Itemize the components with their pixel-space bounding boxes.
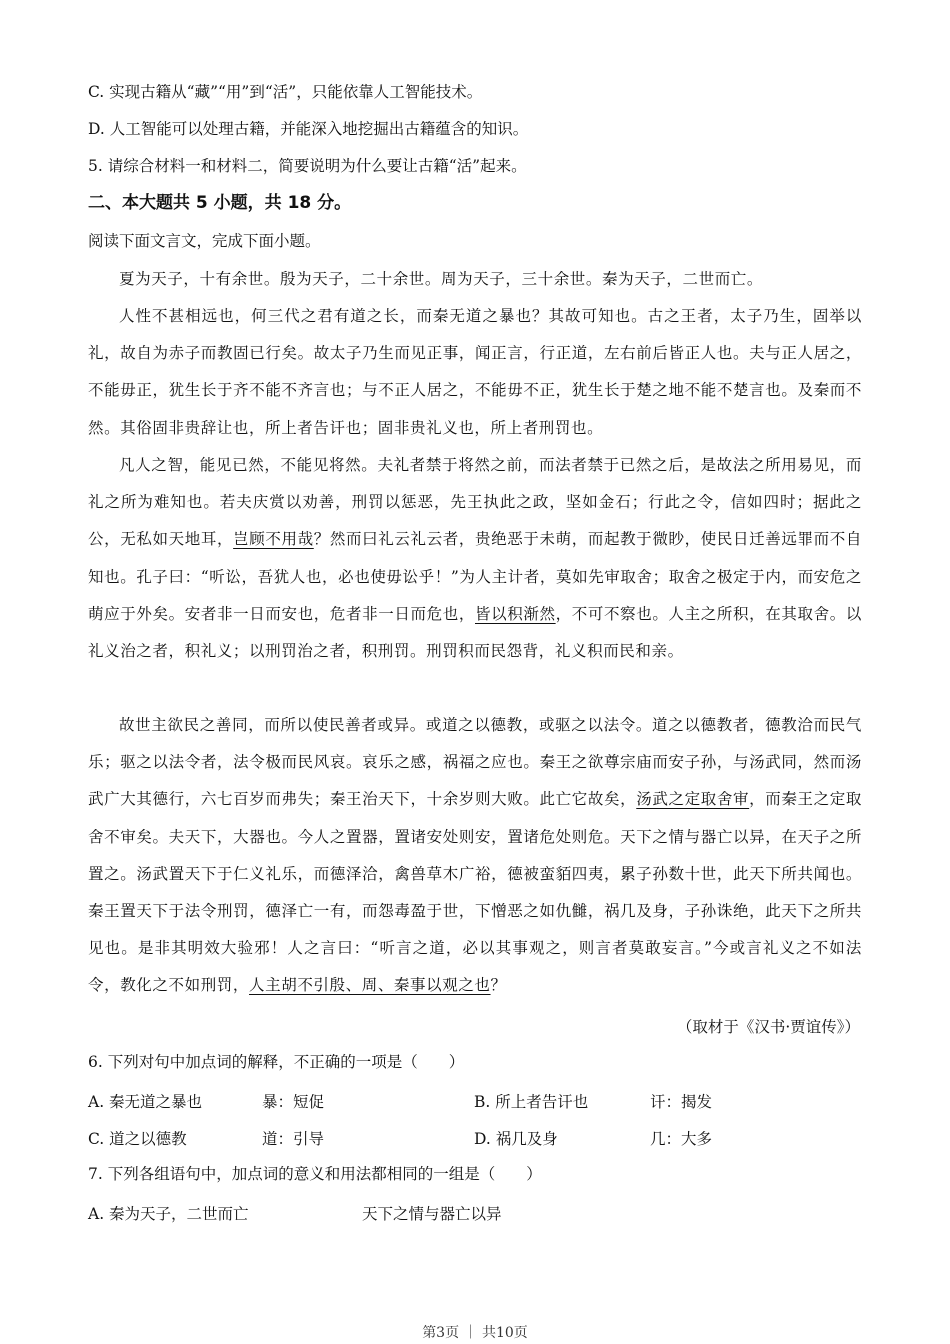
passage-text: 人性不甚相远也，何三代之君有道之长，而秦无道之暴也？其故可知也。古之王者，太子乃生，固举以礼，故自为赤子而教固已行矣。故太子乃生而见正事，闻正言，行正道，左右前后皆正人也。夫与正人居之，不能毋正，犹生长于齐不能不齐言也；与不正人居之，不能毋不正，犹生长于楚之地不能不楚言也。及秦而不然。其俗固非贵辞让也，所上者告讦也；固非贵礼义也，所上者刑罚也。 xyxy=(88,307,862,437)
q6-option-c: C. 道之以德教 xyxy=(88,1130,187,1148)
option-d-prev: D. 人工智能可以处理古籍，并能深入地挖掘出古籍蕴含的知识。 xyxy=(88,120,529,138)
q6-option-c-gloss: 道：引导 xyxy=(262,1130,325,1148)
q6-option-b: B. 所上者告讦也 xyxy=(474,1093,589,1111)
q7-option-a-pair: 天下之情与器亡以异 xyxy=(362,1205,502,1223)
page-footer: 第3页 ｜ 共10页 xyxy=(422,1325,528,1341)
q6-option-a-gloss: 暴：短促 xyxy=(262,1093,325,1111)
section-instruction: 阅读下面文言文，完成下面小题。 xyxy=(88,232,321,250)
underlined-sentence: 岂顾不用哉 xyxy=(233,530,314,549)
passage-text: ？然而曰礼云礼云者，贵绝恶于未萌，而起教于微眇，使民日迁善远罪而不自知也。孔子曰：“听讼，吾犹人也，必也使毋讼乎！”为人主计者，莫如先审取舍；取舍之极定于内，而安危之萌应于外矣。安者非一日而安也，危者非一日而危也， xyxy=(88,530,862,623)
q7-option-a: A. 秦为天子，二世而亡 xyxy=(88,1205,249,1223)
question-5: 5. 请综合材料一和材料二，简要说明为什么要让古籍“活”起来。 xyxy=(88,157,527,175)
underlined-sentence: 人主胡不引殷、周、秦事以观之也 xyxy=(249,976,491,995)
q6-option-b-gloss: 讦：揭发 xyxy=(650,1093,713,1111)
option-c-prev: C. 实现古籍从“藏”“用”到“活”，只能依靠人工智能技术。 xyxy=(88,83,483,101)
passage-text: ，不可不察也。人主之所积，在其取舍。以礼义治之者，积礼义；以刑罚治之者，积刑罚。刑罚积而民怨背，礼义积而民和亲。 xyxy=(88,604,862,661)
q6-option-d: D. 祸几及身 xyxy=(474,1130,558,1148)
passage-text: 夏为天子，十有余世。殷为天子，二十余世。周为天子，三十余世。秦为天子，二世而亡。 xyxy=(119,270,764,288)
underlined-sentence: 汤武之定取舍审 xyxy=(636,790,750,809)
question-7-stem: 7. 下列各组语句中，加点词的意义和用法都相同的一组是（ ） xyxy=(88,1165,542,1183)
passage-text: ，而秦王之定取舍不审矣。夫天下，大器也。今人之置器，置诸安处则安，置诸危处则危。天下之情与器亡以异，在天子之所置之。汤武置天下于仁义礼乐，而德泽洽，禽兽草木广裕，德被蛮貊四夷，累子孙数十世，此天下所共闻也。秦王置天下于法令刑罚，德泽亡一有，而怨毒盈于世，下憎恶之如仇雠，祸几及身，子孙诛绝，此天下之所共见也。是非其明效大验邪！人之言曰：“听言之道，必以其事观之，则言者莫敢妄言。”今或言礼义之不如法令，教化之不如刑罚， xyxy=(88,790,863,995)
q6-option-a: A. 秦无道之暴也 xyxy=(88,1093,203,1111)
passage-text: ？ xyxy=(490,976,507,995)
q6-option-d-gloss: 几：大多 xyxy=(650,1130,713,1148)
section-heading: 二、本大题共 5 小题，共 18 分。 xyxy=(88,193,352,213)
passage-paragraph-4 xyxy=(88,707,862,1005)
underlined-sentence: 皆以积渐然 xyxy=(475,604,556,623)
passage-source: （取材于《汉书·贾谊传》） xyxy=(676,1018,860,1036)
passage-text: 故世主欲民之善同，而所以使民善者或异。或道之以德教，或驱之以法令。道之以德教者，德教洽而民气乐；驱之以法令者，法令极而民风哀。哀乐之感，祸福之应也。秦王之欲尊宗庙而安子孙，与汤武同，然而汤武广大其德行，六七百岁而弗失；秦王治天下，十余岁则大败。此亡它故矣， xyxy=(88,716,862,809)
passage-text: 凡人之智，能见已然，不能见将然。夫礼者禁于将然之前，而法者禁于已然之后，是故法之所用易见，而礼之所为难知也。若夫庆赏以劝善，刑罚以惩恶，先王执此之政，坚如金石；行此之令，信如四时；据此之公，无私如天地耳， xyxy=(88,456,862,549)
passage-paragraph-3 xyxy=(88,447,862,670)
passage-paragraph-2 xyxy=(88,298,862,447)
question-6-stem: 6. 下列对句中加点词的解释，不正确的一项是（ ） xyxy=(88,1053,465,1071)
passage-paragraph-1 xyxy=(88,261,862,298)
